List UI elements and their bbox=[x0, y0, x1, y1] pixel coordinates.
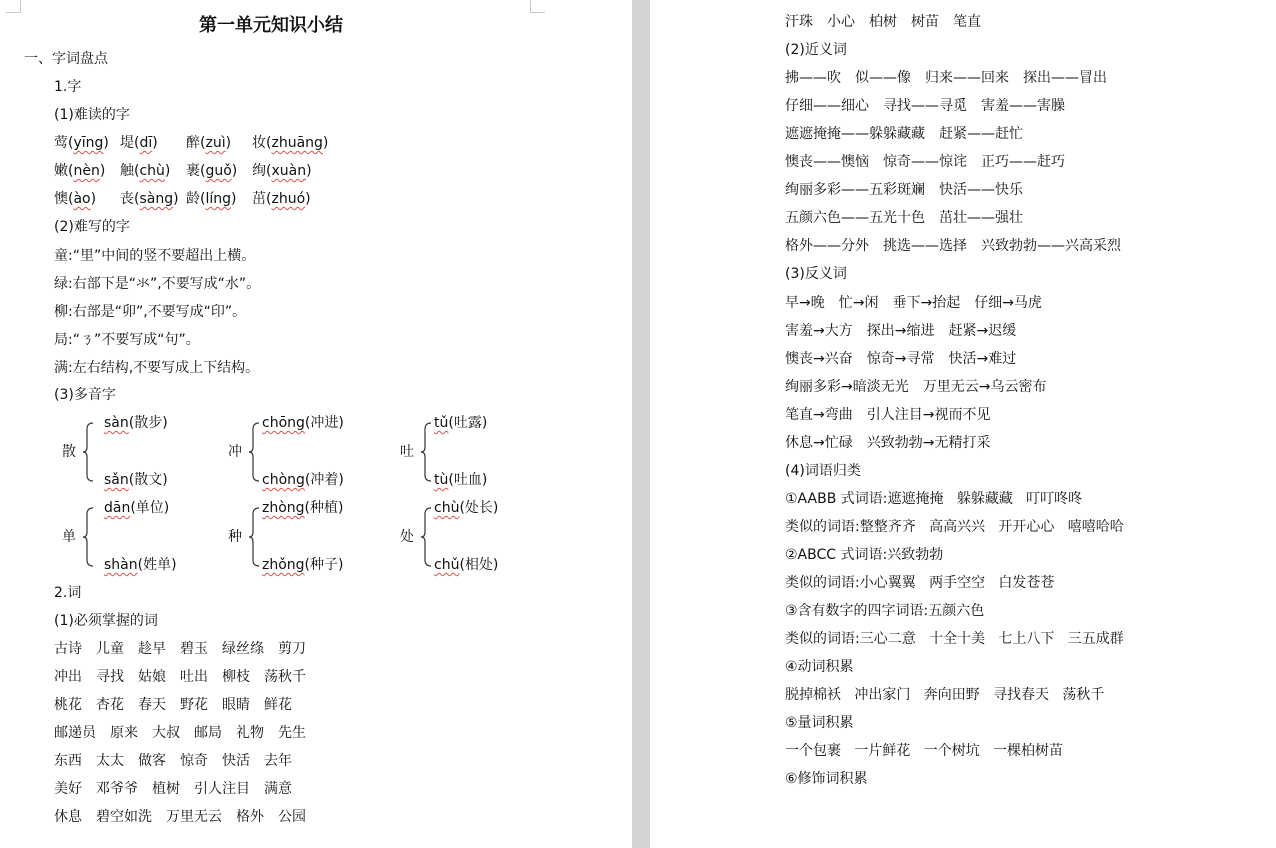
word: 趁早 bbox=[138, 641, 166, 657]
antonym-row bbox=[785, 434, 990, 452]
pinyin: zuì bbox=[205, 135, 226, 151]
hanzi: 堤 bbox=[120, 135, 134, 151]
example-word: (散步) bbox=[128, 415, 168, 431]
antonym-label: (3)反义词 bbox=[785, 266, 847, 282]
word: 邮局 bbox=[194, 725, 222, 741]
polyphone-reading bbox=[262, 414, 344, 432]
word: 汗珠 bbox=[785, 14, 813, 30]
hanzi: 妆 bbox=[252, 135, 266, 151]
word: 遮遮掩掩——躲躲藏藏 bbox=[785, 126, 925, 142]
pinyin: zhǒng bbox=[262, 557, 305, 573]
polyphone-char: 吐 bbox=[400, 444, 414, 460]
pinyin: zhuó bbox=[271, 191, 306, 207]
category-line: 类似的词语:三心二意 十全十美 七上八下 三五成群 bbox=[785, 631, 1124, 647]
brace-icon bbox=[420, 422, 432, 482]
crop-mark bbox=[530, 0, 545, 13]
word: 快活 bbox=[222, 753, 250, 769]
example-word: (姓单) bbox=[137, 557, 177, 573]
pinyin-char: 醉(zuì) bbox=[186, 135, 232, 151]
pinyin: zhuāng bbox=[271, 135, 323, 151]
synonym-row bbox=[785, 237, 1121, 255]
word: 休息 bbox=[54, 809, 82, 825]
word: 野花 bbox=[180, 697, 208, 713]
polyphone-reading bbox=[434, 556, 498, 574]
brace-icon bbox=[82, 422, 94, 482]
pinyin: guǒ bbox=[205, 163, 232, 179]
category-line: ①AABB 式词语:遮遮掩掩 躲躲藏藏 叮叮咚咚 bbox=[785, 491, 1083, 507]
category-line: ⑤量词积累 bbox=[785, 715, 854, 731]
pinyin: chòng bbox=[262, 472, 305, 488]
word: 懊丧→兴奋 bbox=[785, 351, 853, 367]
word: 垂下→抬起 bbox=[892, 295, 961, 311]
word: 公园 bbox=[278, 809, 306, 825]
word: 格外——分外 bbox=[785, 238, 869, 254]
hard-write-item: 局:“ㄋ”不要写成“句”。 bbox=[54, 332, 200, 348]
word: 赶紧——赶忙 bbox=[939, 126, 1023, 142]
example-word: (处长) bbox=[459, 500, 499, 516]
word: 赶紧→迟缓 bbox=[948, 323, 1017, 339]
polyphone-reading bbox=[434, 471, 487, 489]
word: 忙→闲 bbox=[838, 295, 879, 311]
hanzi: 绚 bbox=[252, 163, 266, 179]
synonym-row bbox=[785, 125, 1023, 143]
word: 柏树 bbox=[869, 14, 897, 30]
word: 大叔 bbox=[152, 725, 180, 741]
word: 碧空如洗 bbox=[96, 809, 152, 825]
word: 姑娘 bbox=[138, 669, 166, 685]
word: 邓爷爷 bbox=[96, 781, 138, 797]
hanzi: 裹 bbox=[186, 163, 200, 179]
antonym-row bbox=[785, 322, 1016, 340]
page-gutter bbox=[632, 0, 650, 848]
word: 做客 bbox=[138, 753, 166, 769]
pinyin-char: 丧(sàng) bbox=[120, 191, 179, 207]
antonym-row bbox=[785, 406, 990, 424]
word: 眼睛 bbox=[222, 697, 250, 713]
hard-read-label: (1)难读的字 bbox=[54, 107, 130, 123]
example-word: (单位) bbox=[130, 500, 170, 516]
word: 惊奇——惊诧 bbox=[883, 154, 967, 170]
word: 引人注目→视而不见 bbox=[866, 407, 991, 423]
polyphone-char: 散 bbox=[62, 444, 76, 460]
example-word: (吐露) bbox=[448, 415, 488, 431]
word: 礼物 bbox=[236, 725, 264, 741]
word: 绚丽多彩→暗淡无光 bbox=[785, 379, 909, 395]
hanzi: 醉 bbox=[186, 135, 200, 151]
pinyin: dān bbox=[104, 500, 131, 516]
pinyin-char: 莺(yīng) bbox=[54, 135, 109, 151]
word: 树苗 bbox=[911, 14, 939, 30]
pinyin-char: 绚(xuàn) bbox=[252, 163, 312, 179]
hard-write-label: (2)难写的字 bbox=[54, 219, 130, 235]
category-line: ④动词积累 bbox=[785, 659, 854, 675]
word: 先生 bbox=[278, 725, 306, 741]
pinyin-char: 触(chù) bbox=[120, 163, 171, 179]
word-row bbox=[54, 752, 292, 770]
page-title: 第一单元知识小结 bbox=[199, 15, 343, 36]
word: 格外 bbox=[236, 809, 264, 825]
word: 惊奇 bbox=[180, 753, 208, 769]
word-row bbox=[54, 696, 292, 714]
polyphone-reading bbox=[104, 499, 169, 517]
polyphone-reading bbox=[104, 556, 177, 574]
right-page bbox=[650, 0, 1276, 848]
pinyin: yīng bbox=[73, 135, 104, 151]
word: 探出→缩进 bbox=[866, 323, 935, 339]
word: 仔细→马虎 bbox=[974, 295, 1042, 311]
polyphone-reading bbox=[262, 471, 344, 489]
polyphone-reading bbox=[434, 499, 498, 517]
word: 挑选——选择 bbox=[883, 238, 967, 254]
crop-mark bbox=[6, 0, 21, 13]
word: 荡秋千 bbox=[264, 669, 306, 685]
polyphone-char: 单 bbox=[62, 529, 76, 545]
pinyin: sàn bbox=[104, 415, 129, 431]
word-row bbox=[785, 13, 981, 31]
word: 寻找 bbox=[96, 669, 124, 685]
polyphone-char: 种 bbox=[228, 529, 242, 545]
left-page bbox=[0, 0, 632, 848]
synonym-row bbox=[785, 97, 1065, 115]
hanzi: 触 bbox=[120, 163, 134, 179]
pinyin-char: 妆(zhuāng) bbox=[252, 135, 329, 151]
brace-icon bbox=[248, 422, 260, 482]
hanzi: 龄 bbox=[186, 191, 200, 207]
word: 春天 bbox=[138, 697, 166, 713]
hanzi: 懊 bbox=[54, 191, 68, 207]
synonym-row bbox=[785, 209, 1023, 227]
word: 绚丽多彩——五彩斑斓 bbox=[785, 182, 925, 198]
category-line: 一个包裹 一片鲜花 一个树坑 一棵柏树苗 bbox=[785, 743, 1064, 759]
polyphone-reading bbox=[104, 414, 168, 432]
polyphone-char: 处 bbox=[400, 529, 414, 545]
word: 碧玉 bbox=[180, 641, 208, 657]
synonym-row bbox=[785, 181, 1023, 199]
synonym-row bbox=[785, 153, 1065, 171]
category-label: (4)词语归类 bbox=[785, 463, 861, 479]
pinyin-char: 堤(dī) bbox=[120, 135, 158, 151]
category-line: ②ABCC 式词语:兴致勃勃 bbox=[785, 547, 944, 563]
pinyin: zhòng bbox=[262, 500, 305, 516]
word: 太太 bbox=[96, 753, 124, 769]
pinyin: tù bbox=[434, 472, 449, 488]
polyphone-label: (3)多音字 bbox=[54, 387, 116, 403]
word: 万里无云 bbox=[166, 809, 222, 825]
word: 快活→难过 bbox=[948, 351, 1017, 367]
category-line: ⑥修饰词积累 bbox=[785, 771, 868, 787]
word: 去年 bbox=[264, 753, 292, 769]
pinyin-char: 嫩(nèn) bbox=[54, 163, 106, 179]
subsection-heading: 2.词 bbox=[54, 585, 82, 601]
word: 害羞——害臊 bbox=[981, 98, 1065, 114]
hanzi: 莺 bbox=[54, 135, 68, 151]
example-word: (冲进) bbox=[304, 415, 344, 431]
word: 正巧——赶巧 bbox=[981, 154, 1065, 170]
word: 笔直→弯曲 bbox=[785, 407, 853, 423]
polyphone-reading bbox=[434, 414, 487, 432]
word: 茁壮——强壮 bbox=[939, 210, 1023, 226]
must-label: (1)必须掌握的词 bbox=[54, 613, 158, 629]
word: 惊奇→寻常 bbox=[866, 351, 935, 367]
category-line: 脱掉棉袄 冲出家门 奔向田野 寻找春天 荡秋千 bbox=[785, 687, 1105, 703]
word: 归来——回来 bbox=[925, 70, 1009, 86]
word: 满意 bbox=[264, 781, 292, 797]
pinyin-char: 龄(líng) bbox=[186, 191, 237, 207]
pinyin: shàn bbox=[104, 557, 138, 573]
word: 害羞→大方 bbox=[785, 323, 853, 339]
word: 五颜六色——五光十色 bbox=[785, 210, 925, 226]
word-row bbox=[54, 640, 306, 658]
word: 拂——吹 bbox=[785, 70, 841, 86]
synonym-label: (2)近义词 bbox=[785, 42, 847, 58]
antonym-row bbox=[785, 294, 1042, 312]
word: 小心 bbox=[827, 14, 855, 30]
word: 万里无云→乌云密布 bbox=[922, 379, 1047, 395]
word: 吐出 bbox=[180, 669, 208, 685]
example-word: (冲着) bbox=[304, 472, 344, 488]
word: 早→晚 bbox=[785, 295, 825, 311]
word: 绿丝绦 bbox=[222, 641, 264, 657]
pinyin: chù bbox=[139, 163, 165, 179]
word: 古诗 bbox=[54, 641, 82, 657]
pinyin: chǔ bbox=[434, 557, 460, 573]
pinyin: xuàn bbox=[271, 163, 307, 179]
brace-icon bbox=[82, 507, 94, 567]
pinyin-char: 茁(zhuó) bbox=[252, 191, 311, 207]
word-row bbox=[54, 808, 306, 826]
subsection-heading: 1.字 bbox=[54, 79, 82, 95]
word: 剪刀 bbox=[278, 641, 306, 657]
pinyin: líng bbox=[205, 191, 232, 207]
pinyin: nèn bbox=[73, 163, 100, 179]
hanzi: 嫩 bbox=[54, 163, 68, 179]
polyphone-char: 冲 bbox=[228, 444, 242, 460]
pinyin: sǎn bbox=[104, 472, 129, 488]
word: 寻找——寻觅 bbox=[883, 98, 967, 114]
pinyin: ào bbox=[73, 191, 91, 207]
antonym-row bbox=[785, 350, 1016, 368]
hanzi: 茁 bbox=[252, 191, 266, 207]
hard-write-item: 童:“里”中间的竖不要超出上横。 bbox=[54, 248, 256, 264]
pinyin: dī bbox=[139, 135, 153, 151]
word: 冲出 bbox=[54, 669, 82, 685]
word: 兴致勃勃——兴高采烈 bbox=[981, 238, 1121, 254]
pinyin: chù bbox=[434, 500, 460, 516]
hanzi: 丧 bbox=[120, 191, 134, 207]
word: 探出——冒出 bbox=[1023, 70, 1107, 86]
word: 笔直 bbox=[953, 14, 981, 30]
brace-icon bbox=[248, 507, 260, 567]
word-row bbox=[54, 780, 292, 798]
word: 桃花 bbox=[54, 697, 82, 713]
example-word: (种植) bbox=[304, 500, 344, 516]
word: 植树 bbox=[152, 781, 180, 797]
section-heading: 一、字词盘点 bbox=[24, 51, 108, 67]
example-word: (相处) bbox=[459, 557, 499, 573]
polyphone-reading bbox=[104, 471, 168, 489]
word: 似——像 bbox=[855, 70, 911, 86]
word: 东西 bbox=[54, 753, 82, 769]
category-line: 类似的词语:整整齐齐 高高兴兴 开开心心 嘻嘻哈哈 bbox=[785, 519, 1124, 535]
example-word: (吐血) bbox=[448, 472, 488, 488]
example-word: (种子) bbox=[304, 557, 344, 573]
pinyin: tǔ bbox=[434, 415, 449, 431]
word: 兴致勃勃→无精打采 bbox=[866, 435, 991, 451]
word: 美好 bbox=[54, 781, 82, 797]
example-word: (散文) bbox=[128, 472, 168, 488]
pinyin-char: 懊(ào) bbox=[54, 191, 97, 207]
category-line: ③含有数字的四字词语:五颜六色 bbox=[785, 603, 985, 619]
word: 快活——快乐 bbox=[939, 182, 1023, 198]
word: 原来 bbox=[110, 725, 138, 741]
pinyin: chōng bbox=[262, 415, 305, 431]
word-row bbox=[54, 668, 306, 686]
hard-write-item: 绿:右部下是“氺”,不要写成“水”。 bbox=[54, 276, 261, 292]
word: 懊丧——懊恼 bbox=[785, 154, 869, 170]
word: 引人注目 bbox=[194, 781, 250, 797]
word: 仔细——细心 bbox=[785, 98, 869, 114]
pinyin: sàng bbox=[139, 191, 174, 207]
word: 儿童 bbox=[96, 641, 124, 657]
hard-write-item: 满:左右结构,不要写成上下结构。 bbox=[54, 360, 260, 376]
brace-icon bbox=[420, 507, 432, 567]
hard-write-item: 柳:右部是“卯”,不要写成“印”。 bbox=[54, 304, 247, 320]
category-line: 类似的词语:小心翼翼 两手空空 白发苍苍 bbox=[785, 575, 1055, 591]
word-row bbox=[54, 724, 306, 742]
polyphone-reading bbox=[262, 556, 343, 574]
pinyin-char: 裹(guǒ) bbox=[186, 163, 238, 179]
word: 邮递员 bbox=[54, 725, 96, 741]
word: 休息→忙碌 bbox=[785, 435, 853, 451]
antonym-row bbox=[785, 378, 1046, 396]
polyphone-reading bbox=[262, 499, 343, 517]
word: 鲜花 bbox=[264, 697, 292, 713]
synonym-row bbox=[785, 69, 1107, 87]
word: 杏花 bbox=[96, 697, 124, 713]
word: 柳枝 bbox=[222, 669, 250, 685]
